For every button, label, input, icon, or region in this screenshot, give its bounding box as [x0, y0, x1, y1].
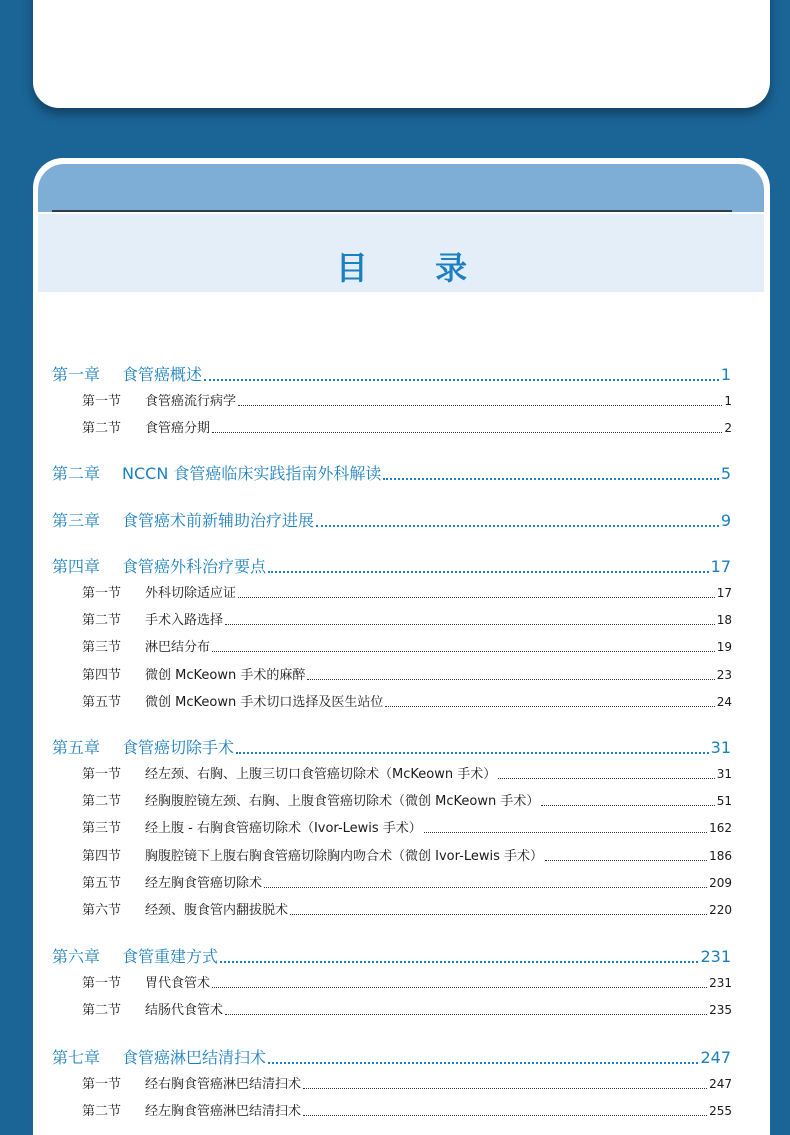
section-number: 第五节 — [82, 876, 122, 891]
chapter-page-number: 9 — [720, 511, 731, 530]
toc-chapter-row[interactable] — [52, 736, 731, 760]
section-number: 第一节 — [82, 394, 122, 409]
toc-section-row[interactable] — [82, 1000, 732, 1020]
toc-section-row[interactable] — [82, 637, 732, 657]
toc-section-row[interactable] — [82, 900, 732, 920]
chapter-title: 食管癌术前新辅助治疗进展 — [122, 511, 315, 530]
dot-leader — [307, 667, 714, 680]
section-number: 第二节 — [82, 794, 122, 809]
section-page-number: 19 — [716, 640, 732, 654]
dot-leader — [383, 464, 718, 480]
chapter-page-number: 247 — [700, 1048, 731, 1067]
chapter-title: 食管重建方式 — [122, 947, 219, 966]
toc-section-row[interactable] — [82, 1101, 732, 1121]
section-page-number: 255 — [709, 1104, 732, 1118]
toc-section-row[interactable] — [82, 418, 732, 438]
dot-leader — [385, 694, 714, 707]
dot-leader — [264, 875, 707, 888]
chapter-page-number: 17 — [710, 557, 731, 576]
dot-leader — [212, 639, 715, 652]
dot-leader — [290, 902, 707, 915]
chapter-number: 第四章 — [52, 557, 101, 576]
section-page-number: 18 — [716, 613, 732, 627]
chapter-number: 第一章 — [52, 365, 101, 384]
section-title: 食管癌流行病学 — [145, 394, 237, 409]
section-page-number: 23 — [716, 668, 732, 682]
chapter-number: 第三章 — [52, 511, 101, 530]
toc-chapter-row[interactable] — [52, 363, 731, 387]
section-title: 经左胸食管癌切除术 — [145, 876, 263, 891]
dot-leader — [541, 793, 714, 806]
section-number: 第六节 — [82, 903, 122, 918]
section-page-number: 162 — [709, 821, 732, 835]
section-page-number: 24 — [716, 695, 732, 709]
toc-section-row[interactable] — [82, 873, 732, 893]
section-number: 第二节 — [82, 421, 122, 436]
section-page-number: 31 — [716, 767, 732, 781]
dot-leader — [268, 1048, 698, 1064]
dot-leader — [212, 975, 707, 988]
dot-leader — [545, 848, 707, 861]
dot-leader — [303, 1103, 707, 1116]
section-title: 食管癌分期 — [145, 421, 211, 436]
chapter-number: 第五章 — [52, 738, 101, 757]
section-number: 第二节 — [82, 613, 122, 628]
toc-section-row[interactable] — [82, 583, 732, 603]
section-page-number: 231 — [709, 976, 732, 990]
chapter-title: NCCN 食管癌临床实践指南外科解读 — [122, 464, 382, 483]
dot-leader — [268, 557, 709, 573]
section-title: 胃代食管术 — [145, 976, 211, 991]
dot-leader — [238, 585, 715, 598]
section-title: 胸腹腔镜下上腹右胸食管癌切除胸内吻合术（微创 Ivor-Lewis 手术） — [145, 849, 543, 864]
toc-section-row[interactable] — [82, 610, 732, 630]
toc-section-row[interactable] — [82, 692, 732, 712]
section-title: 经左颈、右胸、上腹三切口食管癌切除术（McKeown 手术） — [145, 767, 497, 782]
dot-leader — [225, 1002, 707, 1015]
dot-leader — [236, 738, 709, 754]
dot-leader — [316, 511, 719, 527]
section-title: 经右胸食管癌淋巴结清扫术 — [145, 1077, 302, 1092]
dot-leader — [212, 420, 722, 433]
toc-section-row[interactable] — [82, 846, 732, 866]
section-title: 经颈、腹食管内翻拔脱术 — [145, 903, 289, 918]
toc-section-row[interactable] — [82, 818, 732, 838]
section-page-number: 247 — [709, 1077, 732, 1091]
section-number: 第二节 — [82, 1104, 122, 1119]
section-title: 经左胸食管癌淋巴结清扫术 — [145, 1104, 302, 1119]
section-title: 经上腹 - 右胸食管癌切除术（Ivor-Lewis 手术） — [145, 821, 422, 836]
section-title: 结肠代食管术 — [145, 1003, 224, 1018]
section-title: 微创 McKeown 手术切口选择及医生站位 — [145, 695, 384, 710]
section-title: 淋巴结分布 — [145, 640, 211, 655]
section-page-number: 2 — [724, 421, 732, 435]
section-number: 第三节 — [82, 821, 122, 836]
toc-chapter-row[interactable] — [52, 462, 731, 486]
chapter-number: 第二章 — [52, 464, 101, 483]
toc-chapter-row[interactable] — [52, 1046, 731, 1070]
section-number: 第四节 — [82, 849, 122, 864]
page-title: 目 录 — [335, 249, 496, 287]
section-number: 第一节 — [82, 586, 122, 601]
dot-leader — [225, 612, 715, 625]
section-number: 第一节 — [82, 976, 122, 991]
dot-leader — [424, 820, 707, 833]
section-page-number: 1 — [724, 394, 732, 408]
section-page-number: 186 — [709, 849, 732, 863]
chapter-page-number: 231 — [700, 947, 731, 966]
toc-chapter-row[interactable] — [52, 555, 731, 579]
section-number: 第一节 — [82, 1077, 122, 1092]
dot-leader — [303, 1076, 707, 1089]
chapter-page-number: 5 — [720, 464, 731, 483]
section-number: 第二节 — [82, 1003, 122, 1018]
chapter-number: 第六章 — [52, 947, 101, 966]
section-title: 外科切除适应证 — [145, 586, 237, 601]
toc-section-row[interactable] — [82, 764, 732, 784]
chapter-title: 食管癌外科治疗要点 — [122, 557, 267, 576]
toc-section-row[interactable] — [82, 665, 732, 685]
section-page-number: 51 — [716, 794, 732, 808]
section-number: 第五节 — [82, 695, 122, 710]
chapter-title: 食管癌切除手术 — [122, 738, 235, 757]
section-page-number: 235 — [709, 1003, 732, 1017]
toc-section-row[interactable] — [82, 973, 732, 993]
dot-leader — [220, 947, 698, 963]
chapter-title: 食管癌概述 — [122, 365, 203, 384]
toc-section-row[interactable] — [82, 391, 732, 411]
section-page-number: 220 — [709, 903, 732, 917]
section-page-number: 17 — [716, 586, 732, 600]
section-number: 第四节 — [82, 668, 122, 683]
chapter-number: 第七章 — [52, 1048, 101, 1067]
dot-leader — [238, 393, 722, 406]
section-page-number: 209 — [709, 876, 732, 890]
section-number: 第一节 — [82, 767, 122, 782]
section-title: 微创 McKeown 手术的麻醉 — [145, 668, 306, 683]
section-number: 第三节 — [82, 640, 122, 655]
section-title: 经胸腹腔镜左颈、右胸、上腹食管癌切除术（微创 McKeown 手术） — [145, 794, 540, 809]
toc-section-row[interactable] — [82, 791, 732, 811]
chapter-title: 食管癌淋巴结清扫术 — [122, 1048, 267, 1067]
toc-section-row[interactable] — [82, 1074, 732, 1094]
dot-leader — [204, 365, 719, 381]
section-title: 手术入路选择 — [145, 613, 224, 628]
chapter-page-number: 31 — [710, 738, 731, 757]
chapter-page-number: 1 — [720, 365, 731, 384]
toc-chapter-row[interactable] — [52, 509, 731, 533]
dot-leader — [498, 766, 715, 779]
toc-chapter-row[interactable] — [52, 945, 731, 969]
